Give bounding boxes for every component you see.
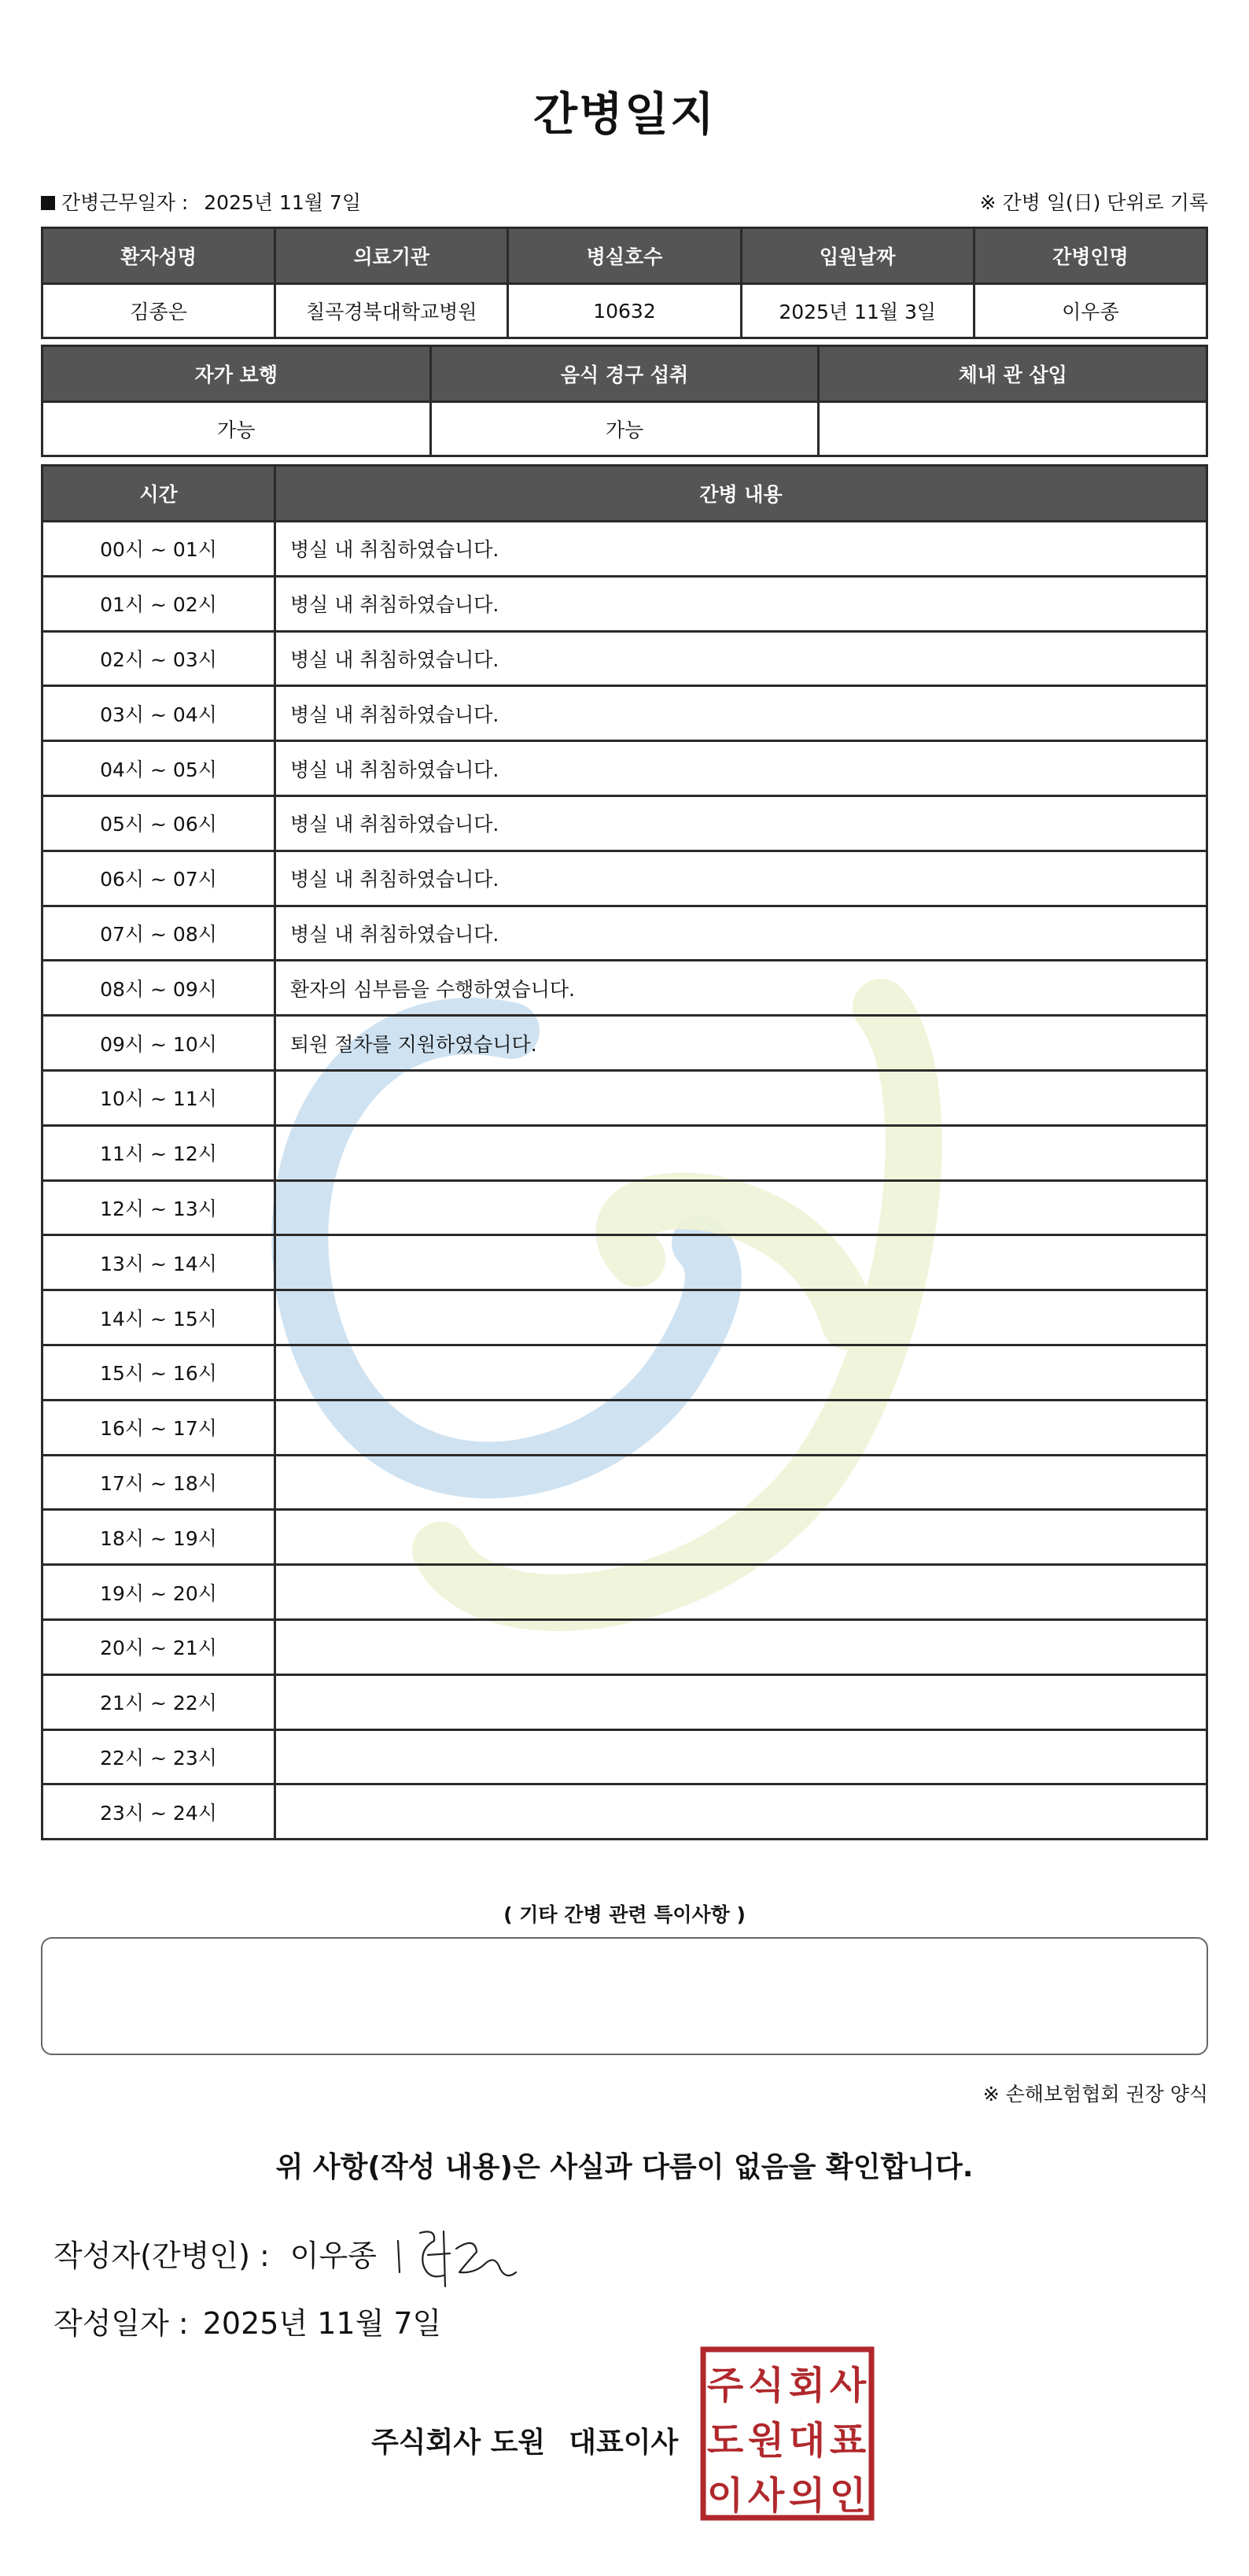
seal-character: 회 [788,2364,826,2408]
table-row [42,906,1207,961]
patient-name: 김종은 [42,284,275,338]
write-date-value: 2025년 11월 7일 [202,2306,442,2341]
time-cell: 22시 ~ 23시 [42,1729,275,1784]
time-cell: 06시 ~ 07시 [42,851,275,906]
content-cell[interactable] [275,1180,1207,1235]
seal-character: 인 [829,2474,867,2518]
content-cell[interactable] [275,1070,1207,1125]
meta-row [41,187,1208,219]
page-title: 간병일지 [532,87,717,141]
content-cell[interactable] [275,1729,1207,1784]
time-cell: 12시 ~ 13시 [42,1180,275,1235]
table-row [42,1565,1207,1620]
patient-info-table [41,227,1208,339]
table-row [42,402,1207,456]
time-cell: 09시 ~ 10시 [42,1016,275,1071]
seal-character: 원 [747,2419,785,2463]
tube-insertion-status [819,402,1207,456]
table-header-row [42,346,1207,402]
caregiver-name: 이우종 [974,284,1207,338]
header-cell-time: 시간 [42,466,275,522]
header-cell: 병실호수 [508,228,741,284]
content-cell[interactable] [275,1235,1207,1290]
table-row [42,795,1207,851]
content-cell[interactable]: 병실 내 취침하였습니다. [275,631,1207,686]
content-cell[interactable]: 병실 내 취침하였습니다. [275,576,1207,631]
writer-name: 이우종 [289,2238,377,2273]
table-row [42,851,1207,906]
time-cell: 07시 ~ 08시 [42,906,275,961]
table-row [42,1619,1207,1674]
content-cell[interactable] [275,1674,1207,1729]
header-cell-content: 간병 내용 [275,466,1207,522]
write-date-line [53,2299,441,2342]
table-row [42,1345,1207,1400]
table-row [42,284,1207,338]
time-cell: 20시 ~ 21시 [42,1619,275,1674]
time-cell: 23시 ~ 24시 [42,1784,275,1840]
work-date [41,187,361,216]
content-cell[interactable] [275,1125,1207,1180]
table-header-row [42,228,1207,284]
confirmation-text: 위 사항(작성 내용)은 사실과 다름이 없음을 확인합니다. [275,2151,974,2183]
writer-label: 작성자(간병인) : [53,2238,270,2273]
time-cell: 18시 ~ 19시 [42,1510,275,1565]
header-cell: 자가 보행 [42,346,431,402]
content-cell[interactable]: 퇴원 절차를 지원하였습니다. [275,1016,1207,1071]
time-cell: 13시 ~ 14시 [42,1235,275,1290]
admission-date: 2025년 11월 3일 [741,284,974,338]
square-bullet-icon [41,196,55,210]
content-cell[interactable] [275,1290,1207,1345]
write-date-label: 작성일자 : [53,2306,189,2341]
table-row [42,1235,1207,1290]
self-walking-status: 가능 [42,402,431,456]
table-row [42,631,1207,686]
content-cell[interactable] [275,1400,1207,1455]
company-signoff [371,2420,678,2460]
time-cell: 16시 ~ 17시 [42,1400,275,1455]
content-cell[interactable] [275,1565,1207,1620]
patient-status-table [41,345,1208,457]
content-cell[interactable]: 환자의 심부름을 수행하였습니다. [275,961,1207,1016]
oral-intake-status: 가능 [430,402,819,456]
header-cell: 간병인명 [974,228,1207,284]
table-row [42,1070,1207,1125]
table-row [42,961,1207,1016]
table-row [42,1510,1207,1565]
hospital-name: 칠곡경북대학교병원 [275,284,508,338]
content-cell[interactable] [275,1345,1207,1400]
table-row [42,1729,1207,1784]
time-cell: 14시 ~ 15시 [42,1290,275,1345]
seal-character: 식 [747,2364,785,2408]
table-row [42,1016,1207,1071]
work-date-value: 2025년 11월 7일 [204,191,361,214]
table-row [42,576,1207,631]
time-cell: 02시 ~ 03시 [42,631,275,686]
table-row [42,1180,1207,1235]
header-cell: 입원날짜 [741,228,974,284]
time-cell: 08시 ~ 09시 [42,961,275,1016]
company-title: 대표이사 [569,2427,679,2459]
table-row [42,1674,1207,1729]
header-cell: 의료기관 [275,228,508,284]
company-name: 주식회사 도원 [371,2427,546,2459]
time-cell: 15시 ~ 16시 [42,1345,275,1400]
content-cell[interactable] [275,1455,1207,1510]
work-date-label: 간병근무일자 : [61,191,189,214]
content-cell[interactable] [275,1784,1207,1840]
time-cell: 21시 ~ 22시 [42,1674,275,1729]
seal-character: 사 [747,2474,785,2518]
content-cell[interactable]: 병실 내 취침하였습니다. [275,686,1207,741]
content-cell[interactable]: 병실 내 취침하였습니다. [275,741,1207,796]
room-number: 10632 [508,284,741,338]
content-cell[interactable]: 병실 내 취침하였습니다. [275,851,1207,906]
content-cell[interactable] [275,1619,1207,1674]
handwritten-signature [389,2217,522,2288]
seal-character: 대 [788,2419,826,2463]
time-cell: 05시 ~ 06시 [42,795,275,851]
table-row [42,1455,1207,1510]
table-row [42,741,1207,796]
table-row [42,522,1207,577]
time-cell: 17시 ~ 18시 [42,1455,275,1510]
time-cell: 19시 ~ 20시 [42,1565,275,1620]
table-row [42,1784,1207,1840]
company-seal [700,2346,875,2521]
other-notes-label: ( 기타 간병 관련 특이사항 ) [503,1903,746,1926]
table-row [42,686,1207,741]
content-cell[interactable]: 병실 내 취침하였습니다. [275,522,1207,577]
seal-character: 도 [706,2419,744,2463]
table-header-row [42,466,1207,522]
content-cell[interactable]: 병실 내 취침하였습니다. [275,795,1207,851]
content-cell[interactable] [275,1510,1207,1565]
time-cell: 10시 ~ 11시 [42,1070,275,1125]
time-cell: 01시 ~ 02시 [42,576,275,631]
header-cell: 체내 관 삽입 [819,346,1207,402]
care-log-body [42,522,1207,1840]
care-log-table [41,464,1208,1840]
other-notes-box [41,1937,1208,2055]
seal-character: 이 [706,2474,744,2518]
seal-character: 주 [706,2364,744,2408]
time-cell: 00시 ~ 01시 [42,522,275,577]
time-cell: 04시 ~ 05시 [42,741,275,796]
seal-character: 표 [829,2419,867,2463]
table-row [42,1400,1207,1455]
header-cell: 환자성명 [42,228,275,284]
recommend-note: ※ 손해보험협회 권장 양식 [982,2083,1208,2105]
time-cell: 11시 ~ 12시 [42,1125,275,1180]
seal-character: 의 [788,2474,826,2518]
table-row [42,1125,1207,1180]
writer-line [53,2231,377,2275]
unit-note: ※ 간병 일(日) 단위로 기록 [979,191,1208,214]
seal-character: 사 [829,2364,867,2408]
content-cell[interactable]: 병실 내 취침하였습니다. [275,906,1207,961]
header-cell: 음식 경구 섭취 [430,346,819,402]
table-row [42,1290,1207,1345]
time-cell: 03시 ~ 04시 [42,686,275,741]
